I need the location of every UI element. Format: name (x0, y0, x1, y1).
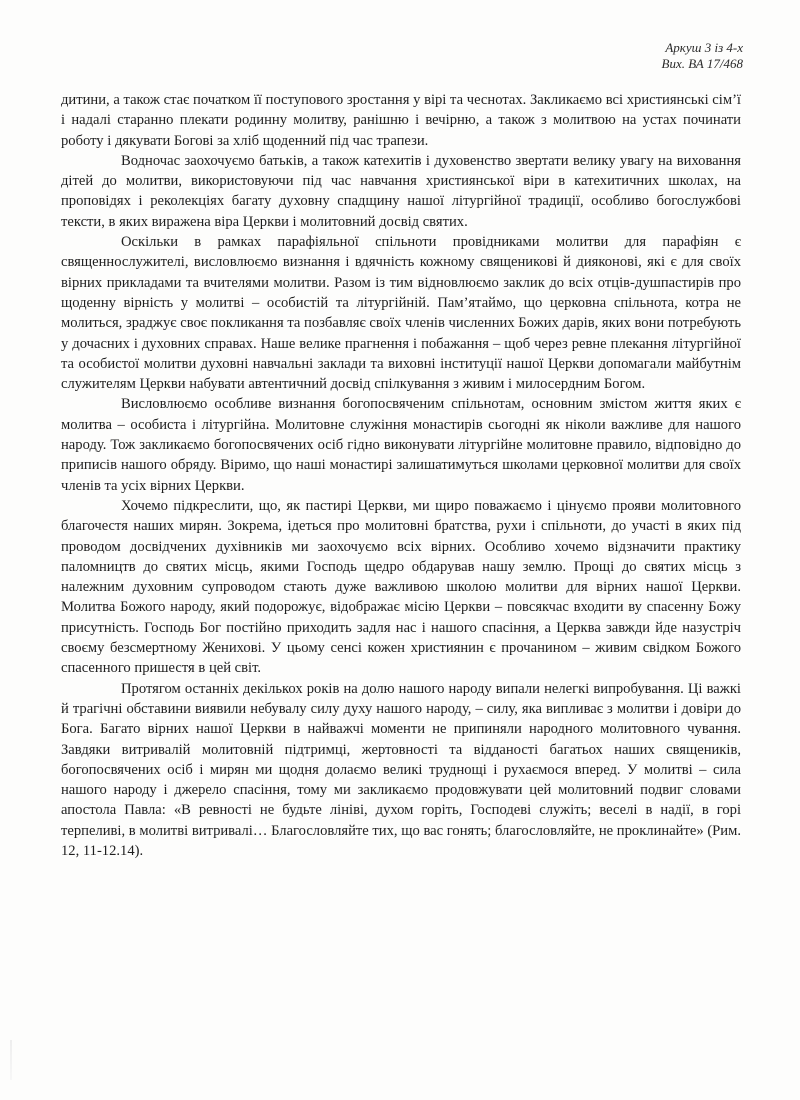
paragraph-5: Хочемо підкреслити, що, як пастирі Церкви, ми щиро поважаємо і цінуємо прояви молитовного благочестя наших мирян. Зокрема, ідеться про молитовні братства, рухи і спільноти, до участі в яких під проводом досвідчених духівників ми заохочуємо всіх вірних. Особливо хочемо відзначити практику паломництв до святих місць, якими Господь щедро обдарував нашу землю. Прощі до святих місць з належним духовним супроводом стають дуже важливою школою молитви для вірних нашої Церкви. Молитва Божого народу, який подорожує, відображає місію Церкви – повсякчас входити ву спасенну Божу присутність. Господь Бог постійно приходить задля нас і нашого спасіння, а Церква завжди йде назустріч своєму безсмертному Женихові. У цьому сенсі кожен християнин є прочанином – живим свідком Божого спасенного пришестя в цей світ. (61, 497, 741, 677)
document-body (61, 90, 741, 861)
paragraph-2: Водночас заохочуємо батьків, а також катехитів і духовенство звертати велику увагу на виховання дітей до молитви, використовуючи під час навчання християнської віри в катехитичних школах, на проповідях і реколекціях багату духовну спадщину нашої літургійної традиції, особливо богослужбові тексти, в яких виражена віра Церкви і молитовний досвід святих. (61, 152, 741, 230)
paragraph-1: дитини, а також стає початком її поступового зростання у вірі та чеснотах. Закликаємо всі християнські сім’ї і надалі старанно плекати родинну молитву, ранішню і вечірню, а також з молитвою на устах починати роботу і дякувати Богові за хліб щоденний під час трапези. (61, 92, 741, 149)
outgoing-number: Вих. ВА 17/468 (661, 56, 743, 71)
page-header (662, 40, 743, 72)
paragraph-6: Протягом останніх декількох років на долю нашого народу випали нелегкі випробування. Ці важкі й трагічні обставини виявили небувалу силу духу нашого народу, – силу, яка випливає з молитви і довіри до Бога. Багато вірних нашої Церкви в найважчі моменти не припиняли народного молитовного чування. Завдяки витривалій молитовній підтримці, жертовності та відданості багатьох наших священиків, богопосвячених осіб і мирян ми щодня долаємо великі труднощі і рухаємося вперед. У молитві – сила нашого народу і джерело спасіння, тому ми закликаємо продовжувати цей молитовний подвиг словами апостола Павла: «В ревності не будьте лініві, духом горіть, Господеві служіть; веселі в надії, в горі терпеливі, в молитві витривалі… Благословляйте тих, що вас гонять; благословляйте, не проклинайте» (Рим. 12, 11-12.14). (61, 680, 741, 859)
paragraph-4: Висловлюємо особливе визнання богопосвяченим спільнотам, основним змістом життя яких є молитва – особиста і літургійна. Молитовне служіння монастирів сьогодні як ніколи важливе для нашого народу. Тож закликаємо богопосвячених осіб гідно виконувати літургійне молитовне правило, відповідно до приписів нашого обряду. Віримо, що наші монастирі залишатимуться школами церковної молитви для своїх членів та усіх вірних Церкви. (61, 396, 741, 494)
sheet-number: Аркуш 3 із 4-х (665, 40, 743, 55)
paragraph-3: Оскільки в рамках парафіяльної спільноти провідниками молитви для парафіян є священнослужителі, висловлюємо визнання і вдячність кожному священикові й дияконові, які є для своїх вірних прикладами та вчителями молитви. Разом із тим відновлюємо заклик до всіх отців-душпастирів про щоденну вірність у молитві – особистій та літургійній. Пам’ятаймо, що церковна спільнота, котра не молиться, зраджує своє покликання та позбавляє своїх членів численних Божих дарів, яких вони потребують у дочасних і духовних справах. Наше велике прагнення і побажання – щоб через ревне плекання літургійної та особистої молитви духовні навчальні заклади та виховні інституції нашої Церкви допомагали майбутнім служителям Церкви набувати автентичний досвід спілкування з живим і милосердним Богом. (61, 234, 741, 393)
scan-artifact (10, 1040, 12, 1080)
